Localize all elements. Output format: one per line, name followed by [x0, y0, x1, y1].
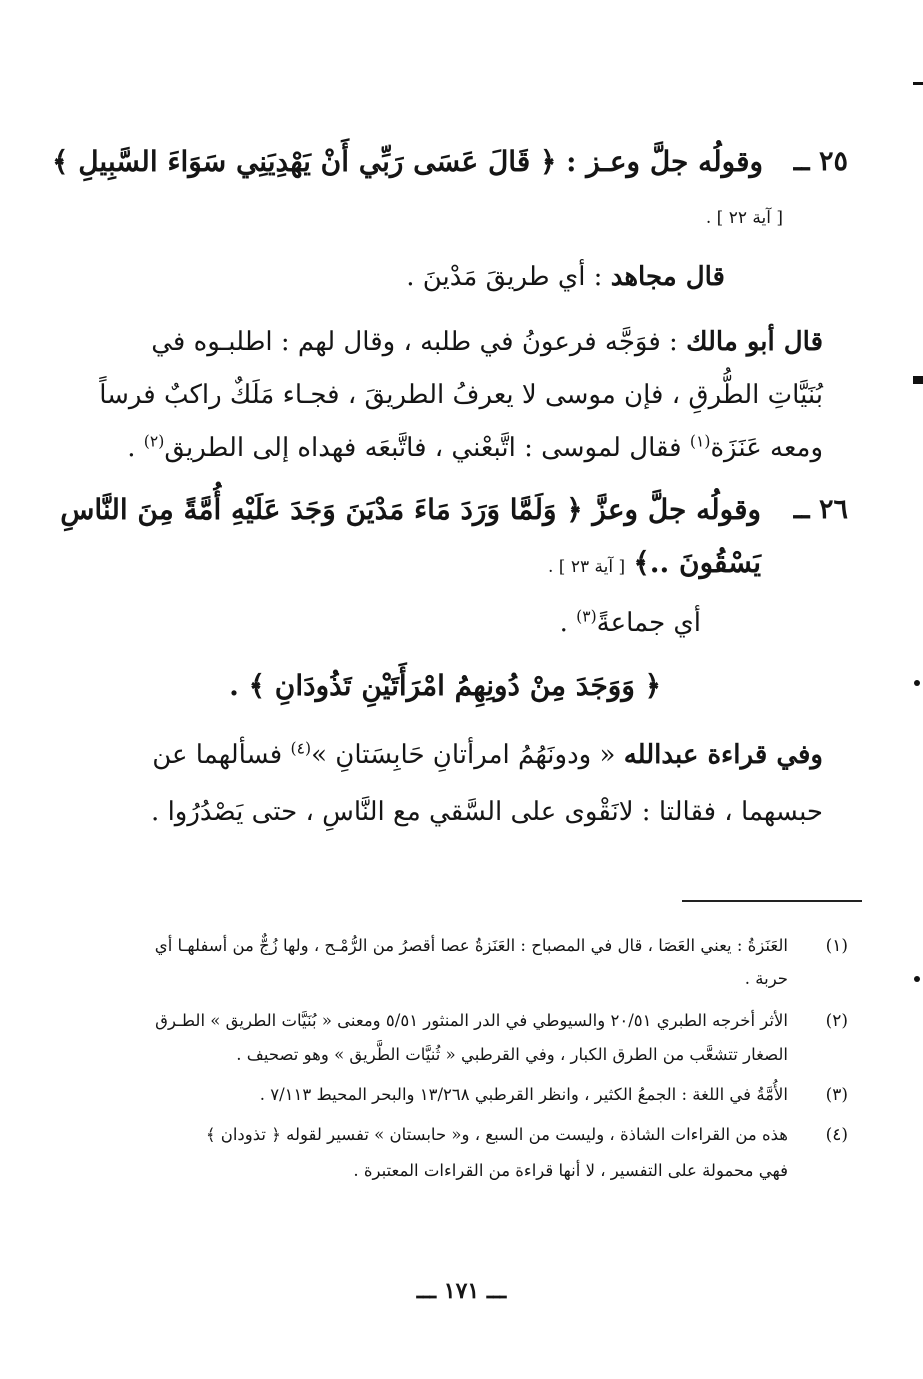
footnote-number-1: (١) — [825, 936, 848, 956]
entry-25-line-1: وقولُه جلَّ وعـز : ﴿ قَالَ عَسَى رَبِّي أَنْ يَهْدِيَنِي سَوَاءَ السَّبِيلِ ﴾ — [52, 145, 763, 178]
footnote-ref-2[interactable]: (٢) — [143, 432, 165, 451]
page-number: ـــ ١٧١ ـــ — [416, 1278, 507, 1304]
footnote-2-line-2: الصغار تتشعَّب من الطرق الكبار ، وفي القرطبي « ثُنيَّات الطَّريق » وهو تصحيف . — [236, 1045, 788, 1064]
margin-mark — [914, 680, 920, 686]
margin-mark — [914, 976, 920, 982]
margin-mark — [913, 82, 923, 85]
footnote-ref-1[interactable]: (١) — [689, 432, 711, 451]
entry-25-reference: [ آية ٢٢ ] . — [705, 208, 783, 228]
entry-26-line-1: وقولُه جلَّ وعزَّ ﴿ وَلَمَّا وَرَدَ مَاءَ مَدْيَنَ وَجَدَ عَلَيْهِ أُمَّةً مِنَ النَّاسِ — [60, 493, 761, 526]
entry-number-25: ٢٥ ــ — [793, 146, 848, 177]
footnote-ref-3[interactable]: (٣) — [576, 607, 597, 626]
verse-line: ﴿ وَوَجَدَ مِنْ دُونِهِمُ امْرَأَتَيْنِ تَذُودَانِ ﴾ . — [229, 669, 661, 702]
abu-malik-line-2: بُنَيَّاتِ الطُّرقِ ، فإن موسى لا يعرفُ الطريقَ ، فجـاء مَلَكٌ راكبٌ فرساً — [99, 380, 823, 410]
abu-malik-line-3: ومعه عَنَزَة$^{(١)}$ فقال لموسى : اتَّبعْني ، فاتَّبعَه فهداه إلى الطريق$^{(٢)}$ . — [127, 432, 823, 463]
abu-malik-line-1: قال أبو مالك : فوَجَّه فرعونُ في طلبه ، وقال لهم : اطلبـوه في — [151, 327, 823, 357]
footnote-3-line-1: الأُمَّةُ في اللغة : الجمعُ الكثير ، وانظر القرطبي ١٣/٢٦٨ والبحر المحيط ٧/١١٣ . — [259, 1085, 788, 1104]
footnote-2-line-1: الأثر أخرجه الطبري ٢٠/٥١ والسيوطي في الدر المنثور ٥/٥١ ومعنى « بُنَيَّات الطريق » الطـرق — [155, 1011, 788, 1030]
abdullah-line-1: وفي قراءة عبدالله « ودونَهُمُ امرأتانِ حَابِسَتانِ »$^{(٤)}$ فسألهما عن — [152, 739, 823, 770]
mujahid-paragraph: قال مجاهد : أي طريقَ مَدْينَ . — [406, 262, 725, 292]
footnote-4-line-2: فهي محمولة على التفسير ، لا أنها قراءة من القراءات المعتبرة . — [353, 1161, 788, 1180]
entry-26-reference: [ آية ٢٣ ] . — [547, 557, 626, 577]
entry-26-line-2: يَسْقُونَ ..﴾ [ آية ٢٣ ] . — [547, 546, 761, 579]
abdullah-line-2: حبسهما ، فقالتا : لانَقْوى على السَّقي مع النَّاسِ ، حتى يَصْدُرُوا . — [151, 797, 823, 827]
jamaa-line: أي جماعةً$^{(٣)}$ . — [559, 607, 701, 638]
footnote-number-3: (٣) — [825, 1085, 848, 1105]
footnote-ref-4[interactable]: (٤) — [290, 739, 312, 758]
entry-number-26: ٢٦ ــ — [793, 494, 848, 525]
footnote-1-line-1: العَنَزةُ : يعني العَصَا ، قال في المصباح : العَنَزةُ عصا أقصرُ من الرُّمْـح ، ولها زُجٌّ من أسفلهـا أي — [154, 936, 788, 955]
footnote-number-2: (٢) — [825, 1011, 848, 1031]
footnote-number-4: (٤) — [825, 1125, 848, 1145]
margin-mark — [913, 376, 923, 384]
footnote-separator — [682, 900, 862, 902]
footnote-4-line-1: هذه من القراءات الشاذة ، وليست من السبع ، و« حابستان » تفسير لقوله ﴿ تذودان ﴾ — [205, 1125, 788, 1144]
footnote-1-line-2: حربة . — [744, 969, 788, 988]
